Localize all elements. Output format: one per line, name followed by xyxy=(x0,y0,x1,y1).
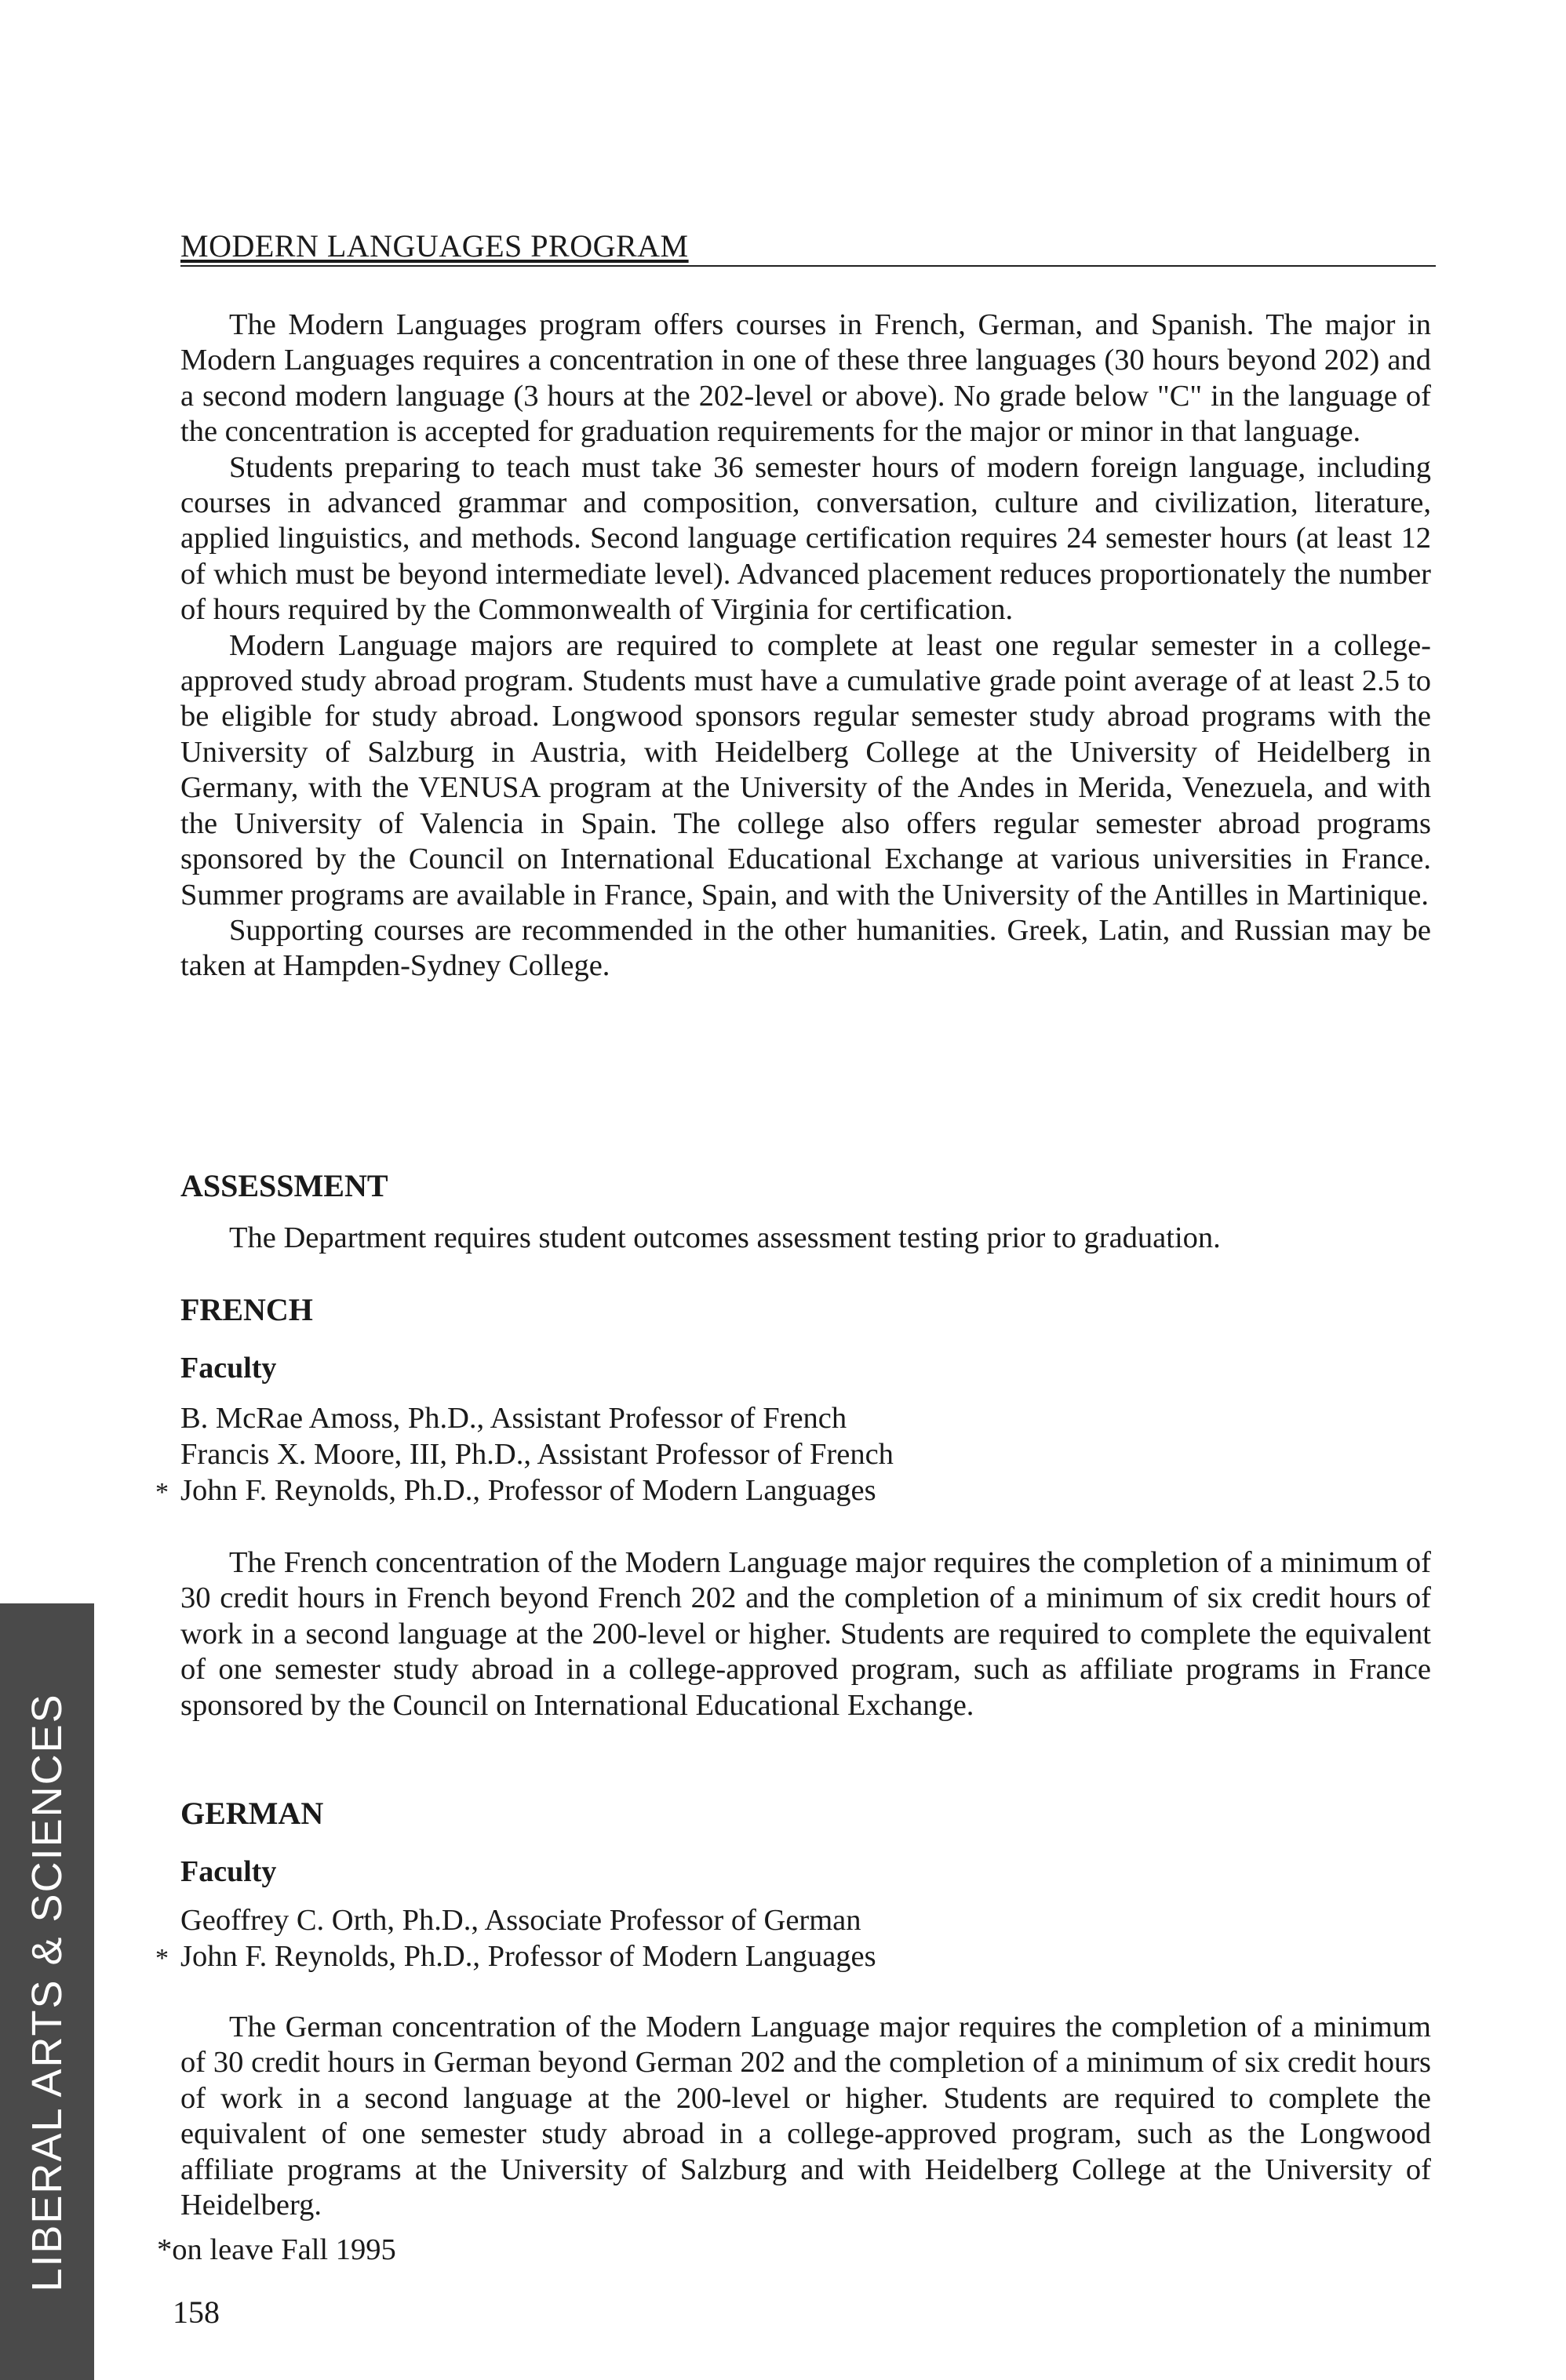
intro-text xyxy=(180,308,1431,984)
french-faculty-heading: Faculty xyxy=(180,1352,277,1385)
intro-paragraph: Supporting courses are recommended in the other humanities. Greek, Latin, and Russian may be taken at Hampden-Sydney College. xyxy=(180,913,1431,983)
page-header-text: MODERN LANGUAGES PROGRAM xyxy=(180,228,689,264)
intro-paragraph: The Modern Languages program offers courses in French, German, and Spanish. The major in Modern Languages requires a concentration in one of these three languages (30 hours beyond 202) and a second modern language (3 hours at the 202-level or above). No grade below "C" in the language of the concentration is accepted for graduation requirements for the major or minor in that language. xyxy=(180,308,1431,449)
french-text-block xyxy=(180,1545,1431,1723)
french-heading: FRENCH xyxy=(180,1292,313,1327)
german-text-block xyxy=(180,2010,1431,2223)
german-heading: GERMAN xyxy=(180,1796,324,1831)
faculty-member: Geoffrey C. Orth, Ph.D., Associate Professor of German xyxy=(180,1904,861,1937)
on-leave-marker: * xyxy=(155,1944,169,1973)
intro-paragraph: Students preparing to teach must take 36 semester hours of modern foreign language, including courses in advanced grammar and composition, conversation, culture and civilization, literature, applied linguistics, and methods. Second language certification requires 24 semester hours (at least 12 of which must be beyond intermediate level). Advanced placement reduces proportionately the number of hours required by the Commonwealth of Virginia for certification. xyxy=(180,450,1431,627)
faculty-member: John F. Reynolds, Ph.D., Professor of Modern Languages xyxy=(180,1474,876,1507)
footnote: *on leave Fall 1995 xyxy=(157,2233,396,2266)
sidebar-label: LIBERAL ARTS & SCIENCES xyxy=(24,1693,71,2292)
page-number: 158 xyxy=(173,2294,220,2330)
faculty-member: John F. Reynolds, Ph.D., Professor of Modern Languages xyxy=(180,1940,876,1973)
on-leave-marker: * xyxy=(155,1478,169,1507)
french-text: The French concentration of the Modern Language major requires the completion of a minimum of 30 credit hours in French beyond French 202 and the completion of a minimum of six credit hours of work in a second language at the 200-level or higher. Students are required to complete the equivalent of one semester study abroad in a college-approved program, such as affiliate programs in France sponsored by the Council on International Educational Exchange. xyxy=(180,1546,1431,1722)
assessment-text: The Department requires student outcomes assessment testing prior to graduation. xyxy=(229,1221,1221,1254)
faculty-member: Francis X. Moore, III, Ph.D., Assistant Professor of French xyxy=(180,1438,894,1471)
intro-paragraph: Modern Language majors are required to complete at least one regular semester in a college-approved study abroad program. Students must have a cumulative grade point average of at least 2.5 to be eligible for study abroad. Longwood sponsors regular semester study abroad programs with the University of Salzburg in Austria, with Heidelberg College at the University of Heidelberg in Germany, with the VENUSA program at the University of the Andes in Merida, Venezuela, and with the University of Valencia in Spain. The college also offers regular semester abroad programs sponsored by the Council on International Educational Exchange at various universities in France. Summer programs are available in France, Spain, and with the University of the Antilles in Martinique. xyxy=(180,628,1431,912)
page-header xyxy=(180,229,1436,267)
assessment-text-block xyxy=(180,1221,1431,1256)
german-faculty-heading: Faculty xyxy=(180,1855,277,1888)
faculty-member: B. McRae Amoss, Ph.D., Assistant Professor of French xyxy=(180,1402,847,1435)
assessment-heading: ASSESSMENT xyxy=(180,1168,388,1203)
german-text: The German concentration of the Modern Language major requires the completion of a minimum of 30 credit hours in German beyond German 202 and the completion of a minimum of six credit hours of work in a second language at the 200-level or higher. Students are required to complete the equivalent of one semester study abroad in a college-approved program, such as the Longwood affiliate programs at the University of Salzburg and with Heidelberg College at the University of Heidelberg. xyxy=(180,2011,1431,2222)
